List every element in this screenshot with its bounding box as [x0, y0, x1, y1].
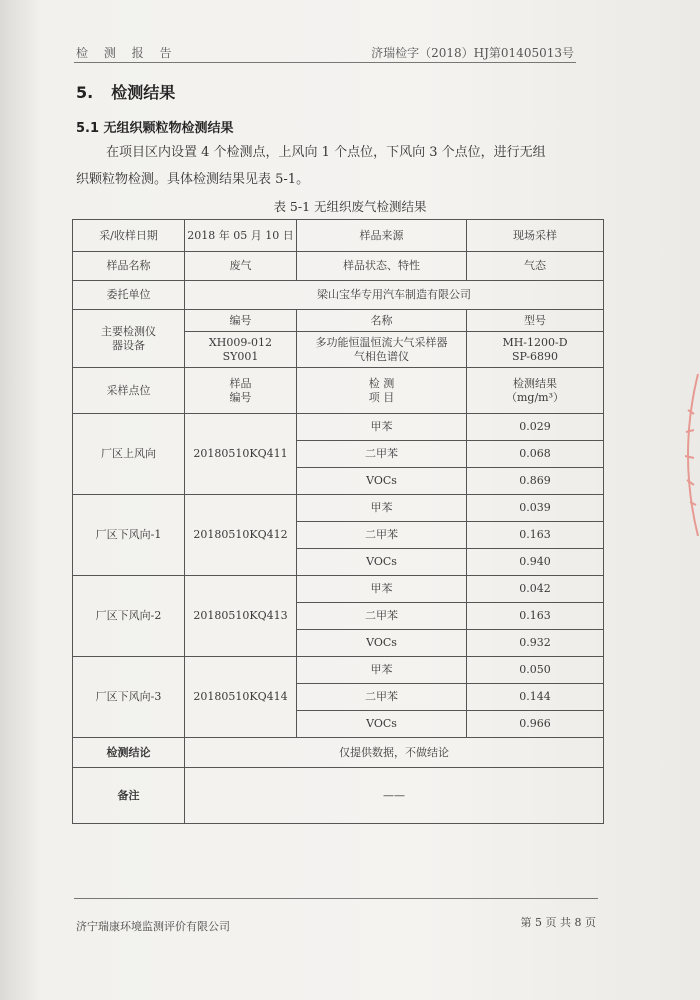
table-caption: 表 5-1 无组织废气检测结果	[273, 199, 427, 214]
instrument-label	[73, 310, 185, 368]
sample-number: 20180510KQ411	[185, 414, 297, 495]
header-divider	[74, 62, 576, 63]
sample-number: 20180510KQ412	[185, 495, 297, 576]
sample-source-value: 现场采样	[467, 220, 604, 252]
subsection-heading: 5.1 无组织颗粒物检测结果	[76, 121, 234, 136]
test-result: 0.050	[467, 657, 604, 684]
sample-state-label: 样品状态、特性	[297, 252, 467, 281]
sample-state-value: 气态	[467, 252, 604, 281]
table-row	[73, 576, 604, 603]
results-table	[72, 219, 604, 824]
section-number: 5.	[76, 83, 94, 102]
test-result: 0.869	[467, 468, 604, 495]
paragraph-line-2: 织颗粒物检测。具体检测结果见表 5-1。	[76, 172, 310, 187]
test-item: VOCs	[297, 630, 467, 657]
col-header-result-text: 检测结果 （mg/m³）	[505, 376, 565, 404]
test-result: 0.163	[467, 603, 604, 630]
conclusion-value: 仅提供数据，不做结论	[185, 738, 604, 768]
remarks-label: 备注	[73, 768, 185, 824]
test-item: 二甲苯	[297, 522, 467, 549]
test-item: 甲苯	[297, 495, 467, 522]
test-result: 0.068	[467, 441, 604, 468]
test-item: 甲苯	[297, 657, 467, 684]
test-result: 0.029	[467, 414, 604, 441]
instrument-label-text: 主要检测仪器设备	[101, 324, 156, 352]
test-result: 0.932	[467, 630, 604, 657]
paragraph-line-1: 在项目区内设置 4 个检测点，上风向 1 个点位，下风向 3 个点位，进行无组	[106, 145, 546, 160]
test-item: VOCs	[297, 468, 467, 495]
footer-page-number: 第 5 页 共 8 页	[520, 916, 596, 929]
table-row	[73, 310, 604, 332]
table-row	[73, 414, 604, 441]
test-item: VOCs	[297, 711, 467, 738]
col-header-item	[297, 368, 467, 414]
test-result: 0.042	[467, 576, 604, 603]
footer-company: 济宁瑞康环境监测评价有限公司	[76, 920, 230, 933]
col-header-result	[467, 368, 604, 414]
sample-number: 20180510KQ414	[185, 657, 297, 738]
test-item: 甲苯	[297, 576, 467, 603]
footer-divider	[74, 898, 598, 899]
test-item: 二甲苯	[297, 441, 467, 468]
test-result: 0.144	[467, 684, 604, 711]
test-item: 二甲苯	[297, 603, 467, 630]
table-header-row	[73, 368, 604, 414]
sampling-point: 厂区下风向-3	[73, 657, 185, 738]
instrument-model-value	[467, 332, 604, 368]
col-header-sample-no	[185, 368, 297, 414]
sample-source-label: 样品来源	[297, 220, 467, 252]
test-result: 0.039	[467, 495, 604, 522]
section-heading	[76, 80, 175, 103]
sampling-point: 厂区下风向-2	[73, 576, 185, 657]
test-result: 0.163	[467, 522, 604, 549]
header-report-title: 检 测 报 告	[76, 46, 178, 60]
sample-name-label: 样品名称	[73, 252, 185, 281]
client-value: 梁山宝华专用汽车制造有限公司	[185, 281, 604, 310]
instrument-model-header: 型号	[467, 310, 604, 332]
sampling-point: 厂区上风向	[73, 414, 185, 495]
test-result: 0.966	[467, 711, 604, 738]
table-row	[73, 495, 604, 522]
col-header-point: 采样点位	[73, 368, 185, 414]
sampling-date-value: 2018 年 05 月 10 日	[185, 220, 297, 252]
table-row	[73, 738, 604, 768]
sampling-date-label: 采/收样日期	[73, 220, 185, 252]
test-item: 二甲苯	[297, 684, 467, 711]
table-row	[73, 220, 604, 252]
instrument-code-header: 编号	[185, 310, 297, 332]
test-item: VOCs	[297, 549, 467, 576]
instrument-name-value	[297, 332, 467, 368]
sampling-point: 厂区下风向-1	[73, 495, 185, 576]
instrument-code-value	[185, 332, 297, 368]
table-row	[73, 768, 604, 824]
col-header-item-text: 检 测 项 目	[368, 376, 395, 404]
instrument-code-text: XH009-012 SY001	[208, 335, 273, 363]
col-header-sample-no-text: 样品 编号	[229, 376, 252, 404]
conclusion-label: 检测结论	[73, 738, 185, 768]
table-row	[73, 657, 604, 684]
client-label: 委托单位	[73, 281, 185, 310]
section-title: 检测结果	[111, 83, 176, 102]
instrument-name-header: 名称	[297, 310, 467, 332]
table-row	[73, 252, 604, 281]
red-seal-stamp-edge	[672, 370, 700, 540]
sample-name-value: 废气	[185, 252, 297, 281]
test-item: 甲苯	[297, 414, 467, 441]
sample-number: 20180510KQ413	[185, 576, 297, 657]
instrument-model-text: MH-1200-D SP-6890	[502, 335, 568, 363]
header-report-number: 济瑞检字（2018）HJ第01405013号	[371, 46, 574, 60]
remarks-value: ——	[185, 768, 604, 824]
test-result: 0.940	[467, 549, 604, 576]
instrument-name-text: 多功能恒温恒流大气采样器 气相色谱仪	[315, 335, 448, 363]
table-row	[73, 281, 604, 310]
